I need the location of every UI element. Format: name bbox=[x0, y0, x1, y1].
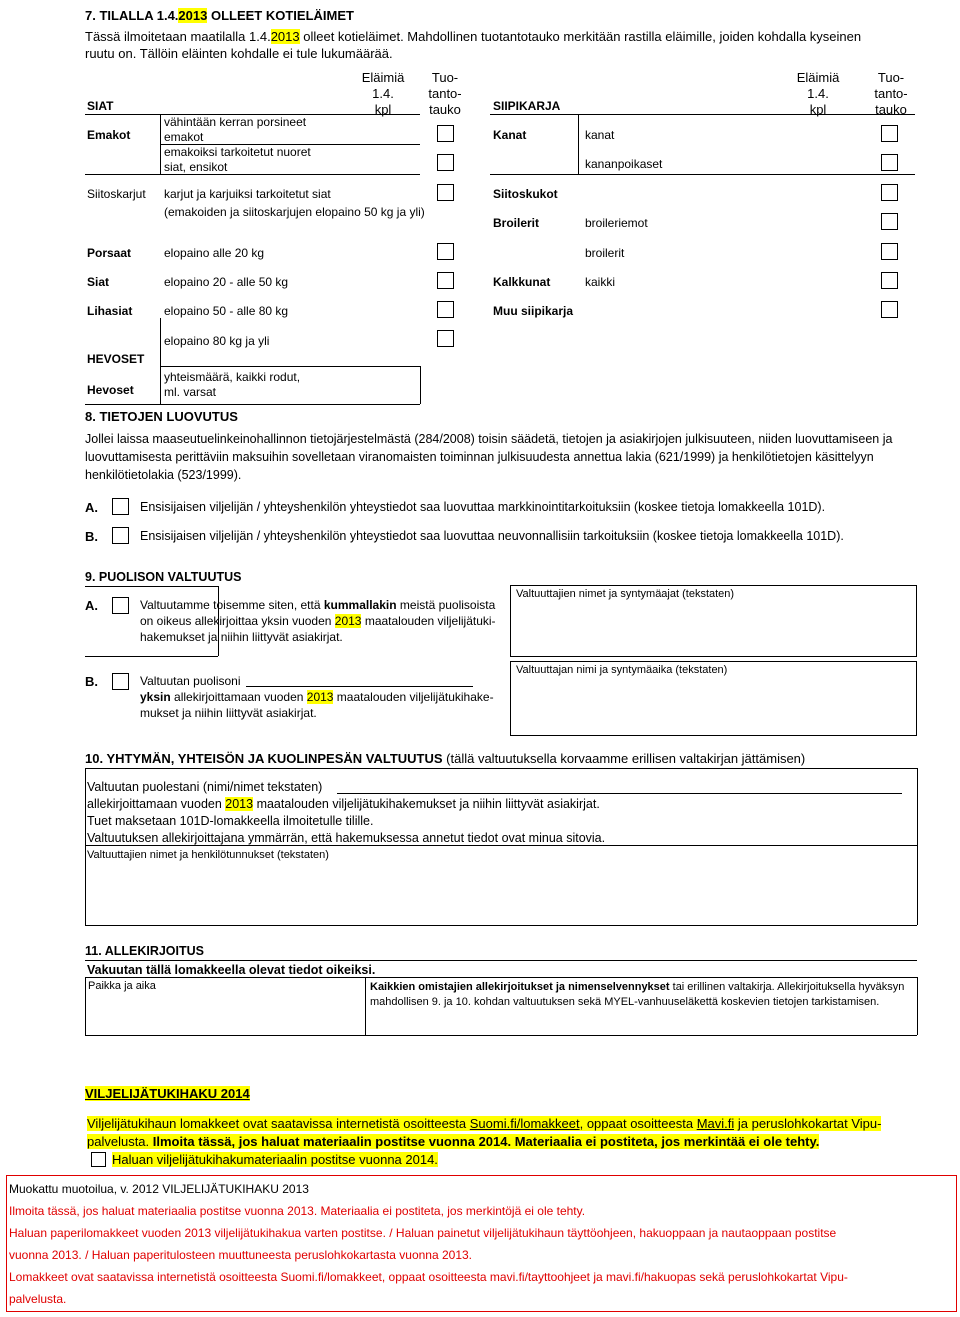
siitoskarjut-note: (emakoiden ja siitoskarjujen elopaino 50 kg ja yli) bbox=[164, 205, 425, 219]
siipikarja-header: SIIPIKARJA bbox=[493, 99, 561, 113]
s8-a-checkbox[interactable] bbox=[112, 498, 129, 515]
siitoskarjut-tauko-checkbox[interactable] bbox=[437, 184, 454, 201]
s9-a-label: A. bbox=[85, 598, 98, 613]
broileriemot-desc: broileriemot bbox=[585, 216, 648, 230]
emakot-label: Emakot bbox=[87, 128, 131, 142]
lihasiat-label: Lihasiat bbox=[87, 304, 133, 318]
kanat-desc: kanat bbox=[585, 128, 615, 142]
elaimia-header-right: Eläimiä 1.4. kpl bbox=[796, 70, 840, 117]
siat-tauko-checkbox[interactable] bbox=[437, 272, 454, 289]
s9-b-text: Valtuutan puolisoni yksin allekirjoittamaan vuoden 2013 maatalouden viljelijätukihake- mukset ja niihin liittyvät asiakirjat. bbox=[140, 674, 494, 720]
kalkkunat-desc: kaikki bbox=[585, 275, 616, 289]
suomi-fi-link[interactable]: Suomi.fi/lomakkeet bbox=[469, 1116, 580, 1131]
broilerit-label: Broilerit bbox=[493, 216, 540, 230]
s10-line3: Tuet maksetaan 101D-lomakkeella ilmoitetulle tilille. bbox=[87, 814, 374, 828]
s11-signatures-label: Kaikkien omistajien allekirjoitukset ja nimenselvennykset tai erillinen valtakirja. Allekirjoituksella hyväksyn mahdollisen 9. ja 10. kohdan valtuutuksen sekä MYEL-vanhuuseläkettä koskevien tietojen tarkistamisen. bbox=[370, 981, 905, 1008]
kananpoikaset-tauko-checkbox[interactable] bbox=[881, 154, 898, 171]
hevoset-desc: yhteismäärä, kaikki rodut, ml. varsat bbox=[164, 370, 301, 399]
siat-desc: elopaino 20 - alle 50 kg bbox=[164, 275, 289, 289]
section7-intro-line2: ruutu on. Tällöin eläinten kohdalle ei tule lukumäärää. bbox=[85, 46, 393, 61]
s10-line4: Valtuutuksen allekirjoittajana ymmärrän, että hakemuksessa annetut tiedot ovat minua sitovia. bbox=[87, 831, 606, 845]
broilerit-tauko-checkbox[interactable] bbox=[881, 243, 898, 260]
s9-b-spouse-name-line[interactable] bbox=[246, 686, 473, 687]
section8-title: 8. TIETOJEN LUOVUTUS bbox=[85, 409, 238, 424]
s10-line2: allekirjoittamaan vuoden 2013 maatalouden viljelijätukihakemukset ja niihin liittyvät asiakirjat. bbox=[87, 797, 600, 811]
section9-title: 9. PUOLISON VALTUUTUS bbox=[85, 570, 242, 584]
siitoskarjut-desc: karjut ja karjuiksi tarkoitetut siat bbox=[164, 187, 331, 201]
emakot-desc-1: vähintään kerran porsineet emakot bbox=[164, 115, 307, 144]
section11-title: 11. ALLEKIRJOITUS bbox=[85, 944, 205, 958]
mavi-fi-link[interactable]: Mavi.fi bbox=[696, 1116, 735, 1131]
porsaat-desc: elopaino alle 20 kg bbox=[164, 246, 265, 260]
s9-a-box-label: Valtuuttajien nimet ja syntymäajat (tekstaten) bbox=[516, 588, 735, 600]
siitoskukot-label: Siitoskukot bbox=[493, 187, 558, 201]
kanat-label: Kanat bbox=[493, 128, 527, 142]
s9-a-text: Valtuutamme toisemme siten, että kummallakin meistä puolisoista on oikeus allekirjoittaa yksin vuoden 2013 maatalouden viljelijätuki- hakemukset ja niihin liittyvät asiakirjat. bbox=[140, 598, 496, 644]
ensikot-tauko-checkbox[interactable] bbox=[437, 154, 454, 171]
s8-b-checkbox[interactable] bbox=[112, 527, 129, 544]
vh-postitse-checkbox[interactable] bbox=[91, 1152, 106, 1167]
emakot-tauko-checkbox[interactable] bbox=[437, 125, 454, 142]
vh-postitse-label: Haluan viljelijätukihakumateriaalin postitse vuonna 2014. bbox=[112, 1152, 438, 1167]
s8-b-text: Ensisijaisen viljelijän / yhteyshenkilön yhteystiedot saa luovuttaa neuvonnallisiin tarkoituksiin (koskee tietoja lomakkeella 101D). bbox=[140, 529, 844, 543]
siat-label: Siat bbox=[87, 275, 110, 289]
s8-a-label: A. bbox=[85, 500, 98, 515]
tuotantotauko-header: Tuo- tanto- tauko bbox=[428, 70, 462, 117]
hevoset-label: Hevoset bbox=[87, 383, 134, 397]
muu-siipikarja-tauko-checkbox[interactable] bbox=[881, 301, 898, 318]
kanat-tauko-checkbox[interactable] bbox=[881, 125, 898, 142]
s11-declaration: Vakuutan tällä lomakkeella olevat tiedot oikeiksi. bbox=[87, 963, 376, 977]
hevoset-header: HEVOSET bbox=[87, 352, 145, 366]
yli80-tauko-checkbox[interactable] bbox=[437, 330, 454, 347]
section7-title: 7. TILALLA 1.4.2013 OLLEET KOTIELÄIMET bbox=[85, 8, 354, 23]
vh-text: Viljelijätukihaun lomakkeet ovat saatavissa internetistä osoitteesta Suomi.fi/lomakkeet, oppaat osoitteesta Mavi.fi ja peruslohkokartat Vipu- palvelusta. Ilmoita tässä, jos haluat materiaalin postitse vuonna 2014. Materiaalia ei postiteta, jos merkintää ei ole tehty. bbox=[87, 1116, 882, 1149]
yli80-desc: elopaino 80 kg ja yli bbox=[164, 334, 270, 348]
s10-names-line[interactable] bbox=[337, 793, 902, 794]
emakot-desc-2: emakoiksi tarkoitetut nuoret siat, ensikot bbox=[164, 145, 311, 174]
s10-names-label: Valtuuttajien nimet ja henkilötunnukset (tekstaten) bbox=[87, 849, 329, 861]
broilerit-desc: broilerit bbox=[585, 246, 625, 260]
section8-paragraph: Jollei laissa maaseutuelinkeinohallinnon tietojärjestelmästä (284/2008) toisin säädetä, tietojen ja asiakirjojen julkisuuteen, niiden luovuttamiseen ja luovuttamisesta perittäviin maksuihin sovelletaan viranomaisten toiminnan julkisuudesta annettua lakia (621/1999) ja henkilötietojen käsittelyyn henkilötietolakia (523/1999). bbox=[85, 432, 893, 482]
lihasiat-tauko-checkbox[interactable] bbox=[437, 301, 454, 318]
kananpoikaset-desc: kananpoikaset bbox=[585, 157, 663, 171]
broileriemot-tauko-checkbox[interactable] bbox=[881, 213, 898, 230]
s11-paikka-label: Paikka ja aika bbox=[88, 980, 156, 992]
s9-b-label: B. bbox=[85, 674, 98, 689]
siitoskarjut-label: Siitoskarjut bbox=[87, 187, 146, 201]
s10-line1: Valtuutan puolestani (nimi/nimet tekstaten) bbox=[87, 780, 323, 794]
s9-b-checkbox[interactable] bbox=[112, 673, 129, 690]
lihasiat-desc: elopaino 50 - alle 80 kg bbox=[164, 304, 289, 318]
s9-a-checkbox[interactable] bbox=[112, 597, 129, 614]
tuotantotauko-header-right: Tuo- tanto- tauko bbox=[874, 70, 908, 117]
siat-header: SIAT bbox=[87, 99, 114, 113]
elaimia-header: Eläimiä 1.4. kpl bbox=[361, 70, 405, 117]
section7-intro-line1: Tässä ilmoitetaan maatilalla 1.4.2013 olleet kotieläimet. Mahdollinen tuotantotauko merkitään rastilla eläimille, joiden kohdalla kyseinen bbox=[85, 29, 862, 44]
siitoskukot-tauko-checkbox[interactable] bbox=[881, 184, 898, 201]
porsaat-tauko-checkbox[interactable] bbox=[437, 243, 454, 260]
s8-a-text: Ensisijaisen viljelijän / yhteyshenkilön yhteystiedot saa luovuttaa markkinointitarkoituksiin (koskee tietoja lomakkeella 101D). bbox=[140, 500, 826, 514]
s9-b-box-label: Valtuuttajan nimi ja syntymäaika (tekstaten) bbox=[516, 664, 728, 676]
vh-title: VILJELIJÄTUKIHAKU 2014 bbox=[85, 1086, 250, 1101]
section10-title: 10. YHTYMÄN, YHTEISÖN JA KUOLINPESÄN VALTUUTUS (tällä valtuutuksella korvaamme erillisen valtakirjan jättämisen) bbox=[85, 751, 806, 766]
s8-b-label: B. bbox=[85, 529, 98, 544]
kalkkunat-label: Kalkkunat bbox=[493, 275, 551, 289]
muu-siipikarja-label: Muu siipikarja bbox=[493, 304, 574, 318]
tracked-change-text: Muokattu muotoilua, v. 2012 VILJELIJÄTUKIHAKU 2013 Ilmoita tässä, jos haluat materiaalia postitse vuonna 2013. Materiaalia ei postiteta, jos merkintöjä ei ole tehty. Haluan paperilomakkeet vuoden 2013 viljelijätukihakua varten postitse. / Haluan painetut viljelijätukihaun täyttöohjeen, hakuoppaan ja nautaoppaan postitse vuonna 2013. / Haluan paperitulosteen muuttuneesta peruslohkokartasta vuonna 2013. Lomakkeet ovat saatavissa internetistä osoitteesta Suomi.fi/lomakkeet, oppaat osoitteesta mavi.fi/tayttoohjeet ja mavi.fi/hakuopas sekä peruslohkokartat Vipu- palvelusta. bbox=[9, 1182, 848, 1306]
kalkkunat-tauko-checkbox[interactable] bbox=[881, 272, 898, 289]
porsaat-label: Porsaat bbox=[87, 246, 132, 260]
